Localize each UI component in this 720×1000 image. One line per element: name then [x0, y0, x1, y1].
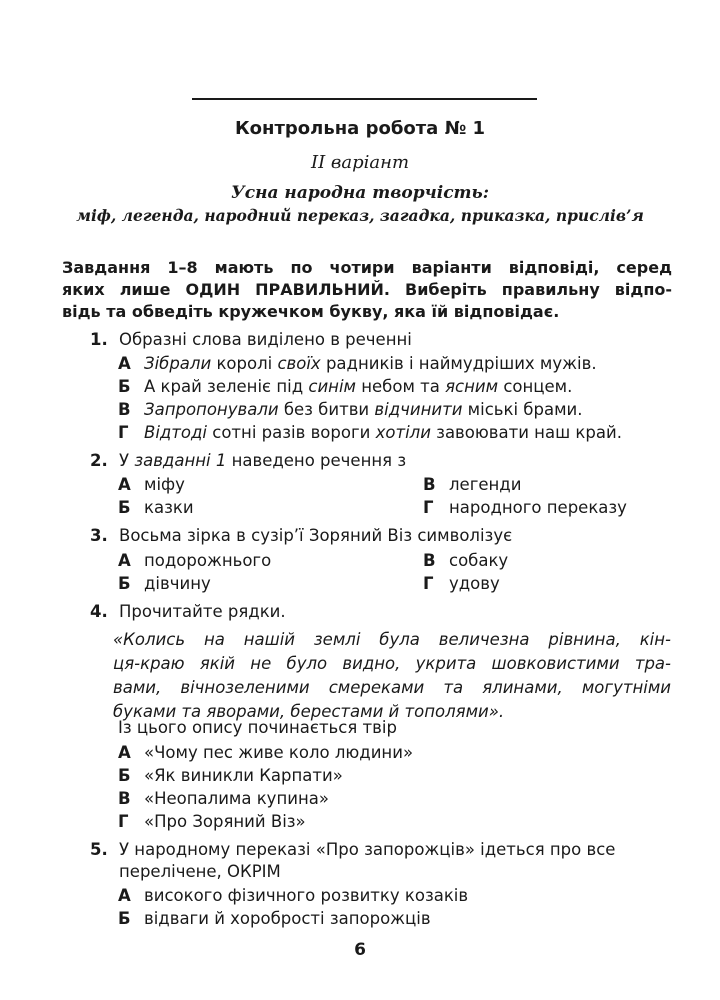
question-text: Восьма зірка в сузір’ї Зоряний Віз символізує — [119, 526, 513, 545]
q3-option-c[interactable] — [423, 551, 508, 570]
variant-label: ІІ варіант — [310, 152, 410, 173]
question-number: 5. — [90, 840, 108, 859]
q1-option-a[interactable] — [118, 354, 597, 373]
q5-option-a[interactable] — [118, 886, 468, 905]
option-text: «Про Зоряний Віз» — [144, 812, 306, 831]
option-letter: Г — [423, 574, 434, 593]
option-text-italic: відчинити — [374, 400, 463, 419]
q1-option-b[interactable] — [118, 377, 572, 396]
topic-line-2: міф, легенда, народний переказ, загадка, приказка, прислів’я — [76, 206, 644, 225]
option-text-italic: Зібрали — [144, 354, 212, 373]
q4-option-c[interactable] — [118, 789, 329, 808]
q2-option-b[interactable] — [118, 498, 194, 517]
option-letter: А — [118, 475, 131, 494]
option-text: сонцем. — [498, 377, 573, 396]
option-text: сотні разів вороги — [207, 423, 376, 442]
option-text: міфу — [144, 475, 185, 494]
question-text-italic: завданні 1 — [134, 451, 227, 470]
option-text: міські брами. — [462, 400, 583, 419]
question-text: Образні слова виділено в реченні — [119, 330, 412, 349]
option-text: подорожнього — [144, 551, 272, 570]
option-letter: А — [118, 354, 131, 373]
option-letter: В — [118, 789, 131, 808]
q2-option-a[interactable] — [118, 475, 185, 494]
q3-option-a[interactable] — [118, 551, 271, 570]
question-text-part: наведено речення з — [226, 451, 407, 470]
question-number: 3. — [90, 526, 108, 545]
option-text-italic: ясним — [445, 377, 499, 396]
question-text: Прочитайте рядки. — [119, 602, 286, 621]
question-number: 2. — [90, 451, 108, 470]
q4-prompt: Із цього опису починається твір — [118, 718, 397, 737]
option-text: королі — [211, 354, 278, 373]
page-title: Контрольна робота № 1 — [234, 118, 486, 139]
option-text: завоювати наш край. — [430, 423, 622, 442]
option-text-italic: Відтоді — [144, 423, 208, 442]
question-number: 4. — [90, 602, 108, 621]
quote-line: «Колись на нашій землі була величезна рівнина, кін- — [113, 630, 671, 649]
option-text: без битви — [278, 400, 375, 419]
quote-block — [113, 628, 671, 724]
option-text: високого фізичного розвитку козаків — [144, 886, 469, 905]
option-text: народного переказу — [449, 498, 627, 517]
option-text-italic: синім — [308, 377, 356, 396]
option-text-italic: хотіли — [375, 423, 431, 442]
option-letter: Г — [118, 423, 129, 442]
option-text: «Як виникли Карпати» — [144, 766, 343, 785]
option-letter: Г — [118, 812, 129, 831]
option-letter: Б — [118, 377, 131, 396]
option-text: казки — [144, 498, 194, 517]
option-text: «Чому пес живе коло людини» — [144, 743, 414, 762]
q3-option-d[interactable] — [423, 574, 500, 593]
page-number: 6 — [354, 940, 366, 960]
q1-option-d[interactable] — [118, 423, 622, 442]
question-text: У народному переказі «Про запорожців» ідеться про все — [119, 840, 616, 859]
option-text-italic: Запропонували — [144, 400, 279, 419]
option-text: легенди — [449, 475, 522, 494]
option-letter: А — [118, 551, 131, 570]
q3-option-b[interactable] — [118, 574, 211, 593]
option-text: відваги й хоробрості запорожців — [144, 909, 431, 928]
question-text-part: У — [119, 451, 135, 470]
option-letter: В — [423, 475, 436, 494]
q4-option-d[interactable] — [118, 812, 306, 831]
topic-line-1: Усна народна творчість: — [230, 183, 490, 203]
question-number: 1. — [90, 330, 108, 349]
option-text-italic: своїх — [277, 354, 321, 373]
q1-option-c[interactable] — [118, 400, 582, 419]
q4-option-a[interactable] — [118, 743, 413, 762]
option-text: небом та — [356, 377, 446, 396]
option-letter: Б — [118, 909, 131, 928]
quote-line: вами, вічнозеленими смереками та ялинами, могутніми — [113, 678, 671, 697]
option-text: собаку — [449, 551, 509, 570]
instruction-line: відь та обведіть кружечком букву, яка їй відповідає. — [62, 302, 560, 321]
option-letter: Б — [118, 766, 131, 785]
option-letter: В — [423, 551, 436, 570]
option-letter: Б — [118, 574, 131, 593]
quote-line: буками та яворами, берестами й тополями». — [113, 702, 505, 721]
option-text: «Неопалима купина» — [144, 789, 329, 808]
instruction-line: яких лише ОДИН ПРАВИЛЬНИЙ. Виберіть правильну відпо- — [62, 280, 672, 299]
option-letter: Г — [423, 498, 434, 517]
quote-line: ця-краю якій не було видно, укрита шовковистими тра- — [113, 654, 671, 673]
option-letter: В — [118, 400, 131, 419]
option-letter: А — [118, 743, 131, 762]
option-letter: А — [118, 886, 131, 905]
question-text — [119, 451, 406, 470]
question-text-cont: перелічене, ОКРІМ — [119, 862, 281, 881]
q4-option-b[interactable] — [118, 766, 343, 785]
option-text: А край зеленіє під — [144, 377, 309, 396]
instruction-line: Завдання 1–8 мають по чотири варіанти відповіді, серед — [62, 258, 672, 277]
option-text: радників і наймудріших мужів. — [320, 354, 597, 373]
instructions — [62, 257, 672, 323]
q2-option-d[interactable] — [423, 498, 627, 517]
option-letter: Б — [118, 498, 131, 517]
option-text: дівчину — [144, 574, 211, 593]
q5-option-b[interactable] — [118, 909, 431, 928]
option-text: удову — [449, 574, 500, 593]
q2-option-c[interactable] — [423, 475, 521, 494]
top-rule — [192, 98, 537, 100]
